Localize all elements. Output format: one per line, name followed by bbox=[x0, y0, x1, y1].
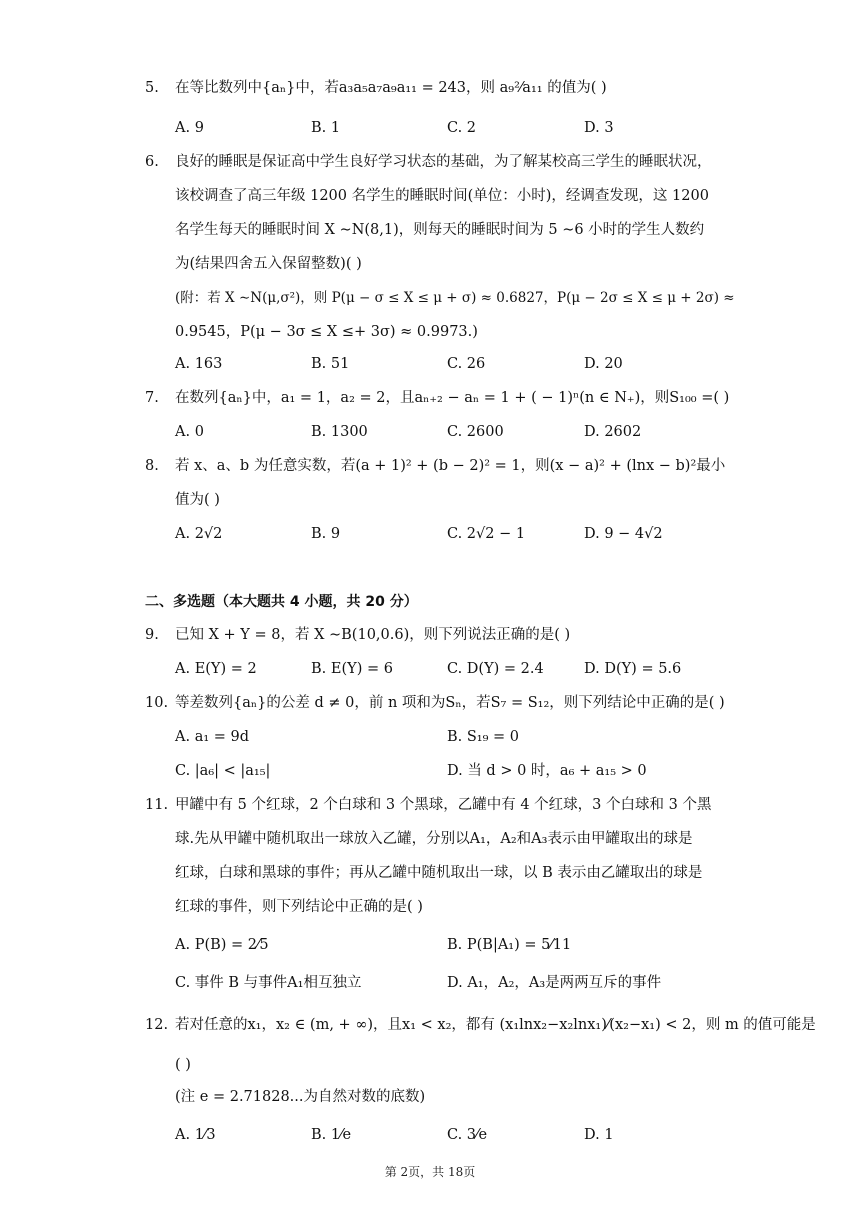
option-a: A. 1⁄3 bbox=[175, 1127, 216, 1143]
option-d: D. 当 d > 0 时，a₆ + a₁₅ > 0 bbox=[447, 763, 647, 779]
option-a: A. 2√2 bbox=[175, 526, 223, 542]
question-number: 5. bbox=[145, 80, 159, 96]
question-text: 该校调查了高三年级 1200 名学生的睡眠时间(单位：小时)，经调查发现，这 1200 bbox=[175, 188, 709, 204]
section-heading: 二、多选题（本大题共 4 小题，共 20 分） bbox=[145, 594, 418, 610]
option-b: B. S₁₉ = 0 bbox=[447, 729, 520, 745]
question-text: 在等比数列中{aₙ}中，若a₃a₅a₇a₉a₁₁ = 243，则 a₉²⁄a₁₁ 的值为( ) bbox=[175, 80, 607, 96]
option-c: C. 26 bbox=[447, 356, 486, 372]
option-d: D. A₁，A₂，A₃是两两互斥的事件 bbox=[447, 975, 662, 991]
option-c: C. 事件 B 与事件A₁相互独立 bbox=[175, 975, 362, 991]
option-d: D. D(Y) = 5.6 bbox=[584, 661, 682, 677]
question-number: 7. bbox=[145, 390, 159, 406]
question-text: 甲罐中有 5 个红球，2 个白球和 3 个黑球，乙罐中有 4 个红球，3 个白球和 3 个黑 bbox=[175, 797, 712, 813]
option-c: C. 2√2 − 1 bbox=[447, 526, 526, 542]
option-d: D. 9 − 4√2 bbox=[584, 526, 663, 542]
option-a: A. 163 bbox=[175, 356, 223, 372]
question-note: 0.9545，P(μ − 3σ ≤ X ≤+ 3σ) ≈ 0.9973.) bbox=[175, 324, 478, 340]
question-number: 6. bbox=[145, 154, 159, 170]
option-a: A. E(Y) = 2 bbox=[175, 661, 257, 677]
question-note: (注 e = 2.71828...为自然对数的底数) bbox=[175, 1089, 426, 1105]
option-b: B. 1300 bbox=[311, 424, 368, 440]
question-text: 在数列{aₙ}中，a₁ = 1，a₂ = 2，且aₙ₊₂ − aₙ = 1 + ( − 1)ⁿ(n ∈ N₊)，则S₁₀₀ =( ) bbox=[175, 390, 730, 406]
question-text: 已知 X + Y = 8，若 X ∼B(10,0.6)，则下列说法正确的是( ) bbox=[175, 627, 571, 643]
option-d: D. 1 bbox=[584, 1127, 614, 1143]
option-a: A. 0 bbox=[175, 424, 204, 440]
option-b: B. 9 bbox=[311, 526, 341, 542]
question-text: 红球，白球和黑球的事件；再从乙罐中随机取出一球，以 B 表示由乙罐取出的球是 bbox=[175, 865, 703, 881]
option-c: C. 2 bbox=[447, 120, 477, 136]
option-d: D. 2602 bbox=[584, 424, 642, 440]
question-number: 12. bbox=[145, 1017, 169, 1033]
question-number: 8. bbox=[145, 458, 159, 474]
question-text: 球.先从甲罐中随机取出一球放入乙罐，分别以A₁，A₂和A₃表示由甲罐取出的球是 bbox=[175, 831, 693, 847]
question-text: ( ) bbox=[175, 1057, 191, 1073]
option-b: B. E(Y) = 6 bbox=[311, 661, 393, 677]
option-b: B. P(B|A₁) = 5⁄11 bbox=[447, 937, 572, 953]
option-c: C. D(Y) = 2.4 bbox=[447, 661, 544, 677]
option-d: D. 20 bbox=[584, 356, 623, 372]
option-a: A. 9 bbox=[175, 120, 204, 136]
question-text: 若对任意的x₁，x₂ ∈ (m, + ∞)，且x₁ < x₂，都有 (x₁lnx₂−x₂lnx₁)⁄(x₂−x₁) < 2，则 m 的值可能是 bbox=[175, 1017, 816, 1033]
question-text: 值为( ) bbox=[175, 492, 220, 508]
question-number: 11. bbox=[145, 797, 169, 813]
page-footer: 第 2页，共 18页 bbox=[384, 1165, 476, 1179]
option-d: D. 3 bbox=[584, 120, 614, 136]
option-b: B. 51 bbox=[311, 356, 350, 372]
question-text: 为(结果四舍五入保留整数)( ) bbox=[175, 256, 362, 272]
option-c: C. 2600 bbox=[447, 424, 504, 440]
question-text: 若 x、a、b 为任意实数，若(a + 1)² + (b − 2)² = 1，则(x − a)² + (lnx − b)²最小 bbox=[175, 458, 726, 474]
question-note: (附：若 X ∼N(μ,σ²)，则 P(μ − σ ≤ X ≤ μ + σ) ≈ 0.6827，P(μ − 2σ ≤ X ≤ μ + 2σ) ≈ bbox=[175, 290, 735, 306]
question-text: 等差数列{aₙ}的公差 d ≠ 0，前 n 项和为Sₙ，若S₇ = S₁₂，则下列结论中正确的是( ) bbox=[175, 695, 725, 711]
question-number: 9. bbox=[145, 627, 159, 643]
option-b: B. 1⁄e bbox=[311, 1127, 352, 1143]
question-text: 良好的睡眠是保证高中学生良好学习状态的基础，为了解某校高三学生的睡眠状况， bbox=[175, 154, 712, 170]
option-a: A. a₁ = 9d bbox=[175, 729, 250, 745]
option-b: B. 1 bbox=[311, 120, 341, 136]
option-a: A. P(B) = 2⁄5 bbox=[175, 937, 269, 953]
question-text: 红球的事件，则下列结论中正确的是( ) bbox=[175, 899, 423, 915]
option-c: C. |a₆| < |a₁₅| bbox=[175, 763, 271, 779]
question-text: 名学生每天的睡眠时间 X ∼N(8,1)，则每天的睡眠时间为 5 ∼6 小时的学生人数约 bbox=[175, 222, 705, 238]
question-number: 10. bbox=[145, 695, 169, 711]
option-c: C. 3⁄e bbox=[447, 1127, 488, 1143]
